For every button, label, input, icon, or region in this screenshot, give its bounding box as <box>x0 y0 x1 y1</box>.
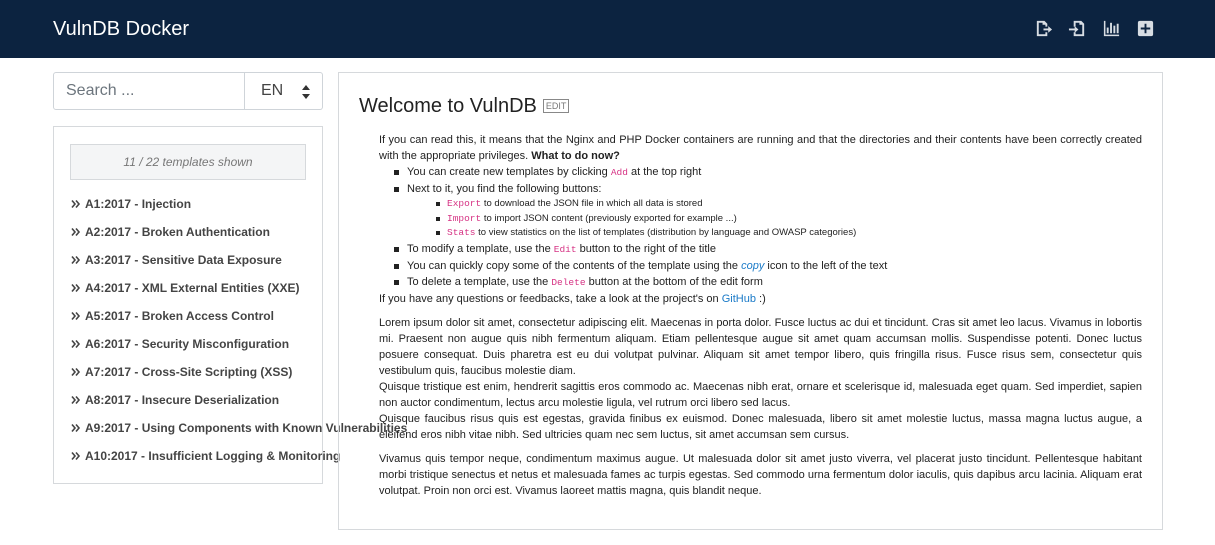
template-count: 11 / 22 templates shown <box>70 144 306 180</box>
search-input[interactable] <box>53 72 245 110</box>
double-chevron-right-icon <box>71 451 81 461</box>
questions-paragraph: If you have any questions or feedbacks, take a look at the project's on GitHub :) <box>379 292 766 305</box>
sidebar-item-a2[interactable] <box>54 218 322 246</box>
brand-title[interactable]: VulnDB Docker <box>53 18 189 40</box>
double-chevron-right-icon <box>71 339 81 349</box>
sidebar-item-label: A2:2017 - Broken Authentication <box>85 225 270 239</box>
sidebar-item-a6[interactable] <box>54 330 322 358</box>
sidebar-item-a5[interactable] <box>54 302 322 330</box>
list-item: Export to download the JSON file in which all data is stored <box>447 197 1142 212</box>
sidebar-item-label: A9:2017 - Using Components with Known Vulnerabilities <box>85 421 408 435</box>
navbar <box>0 0 1215 58</box>
instructions-list <box>379 164 1142 291</box>
double-chevron-right-icon <box>71 255 81 265</box>
lorem-paragraph-3: Quisque faucibus risus quis est egestas, gravida finibus ex euismod. Donec malesuada, libero sit amet molestie luctus, massa magna luctus augue, a eleifend eros nibh vitae nibh. Sed ultricies quam nec sem luctus, sit amet accumsan sem cursus. <box>379 412 1142 441</box>
sidebar-item-label: A8:2017 - Insecure Deserialization <box>85 393 280 407</box>
sidebar-item-a10[interactable] <box>54 442 341 470</box>
select-arrows-icon <box>302 85 310 99</box>
sidebar-item-a3[interactable] <box>54 246 322 274</box>
sidebar <box>53 126 408 484</box>
list-item: Next to it, you find the following buttons: Export to download the JSON file in which all data is stored Import to import JSON content (previously exported for example ...) Stats to view statistics on the list of templates (distribution by language and OWASP categories) <box>407 181 1142 241</box>
title-row <box>359 93 1142 119</box>
page-title: Welcome to VulnDB <box>359 94 537 117</box>
language-select[interactable] <box>245 72 323 110</box>
list-item: To delete a template, use the Delete button at the bottom of the edit form <box>407 274 1142 291</box>
list-item: Import to import JSON content (previously exported for example ...) <box>447 212 1142 227</box>
buttons-sublist <box>407 197 1142 241</box>
double-chevron-right-icon <box>71 423 81 433</box>
search-group <box>53 72 323 110</box>
sidebar-item-label: A4:2017 - XML External Entities (XXE) <box>85 281 300 295</box>
edit-button[interactable]: EDIT <box>543 99 570 113</box>
lorem-paragraph-4: Vivamus quis tempor neque, condimentum maximus augue. Ut malesuada dolor sit amet justo viverra, vel placerat justo tincidunt. Pellentesque habitant morbi tristique senectus et netus et malesuada fames ac turpis egestas. Sed commodo urna fermentum dolor iaculis, quis dapibus arcu lacinia. Aliquam erat volutpat. Proin non orci est. Vivamus laoreet mattis magna, quis blandit neque. <box>379 452 1142 497</box>
navbar-actions <box>1034 19 1155 38</box>
sidebar-item-label: A3:2017 - Sensitive Data Exposure <box>85 253 282 267</box>
sidebar-item-a1[interactable] <box>54 190 322 218</box>
double-chevron-right-icon <box>71 395 81 405</box>
sidebar-item-label: A6:2017 - Security Misconfiguration <box>85 337 290 351</box>
intro-paragraph: If you can read this, it means that the Nginx and PHP Docker containers are running and that the directories and their contents have been correctly created with the appropriate privileges. What to do now? <box>379 134 1142 162</box>
sidebar-item-label: A5:2017 - Broken Access Control <box>85 309 274 323</box>
sidebar-item-a8[interactable] <box>54 386 322 414</box>
github-link[interactable]: GitHub <box>721 292 756 305</box>
import-icon[interactable] <box>1068 19 1087 38</box>
double-chevron-right-icon <box>71 283 81 293</box>
double-chevron-right-icon <box>71 367 81 377</box>
template-list <box>54 190 408 470</box>
sidebar-item-label: A1:2017 - Injection <box>85 197 192 211</box>
template-body <box>359 132 1142 499</box>
double-chevron-right-icon <box>71 311 81 321</box>
double-chevron-right-icon <box>71 199 81 209</box>
sidebar-item-a9[interactable] <box>54 414 408 442</box>
double-chevron-right-icon <box>71 227 81 237</box>
copy-link[interactable]: copy <box>741 259 765 272</box>
list-item: You can quickly copy some of the contents of the template using the copy icon to the left of the text <box>407 258 1142 274</box>
lorem-paragraph-2: Quisque tristique est enim, hendrerit sagittis eros commodo ac. Maecenas nibh erat, ornare et scelerisque id, malesuada eget quam. Sed imperdiet, sapien non auctor condimentum, lectus arcu molestie ligula, vel rutrum orci libero sed lacus. <box>379 380 1142 409</box>
list-item: You can create new templates by clicking Add at the top right <box>407 164 1142 181</box>
lorem-paragraph-1: Lorem ipsum dolor sit amet, consectetur adipiscing elit. Maecenas in porta dolor. Fusce luctus ac dui et tincidunt. Cras sit amet leo lacus. Vivamus in lobortis mi. Praesent non augue quis nibh fermentum aliquam. Etiam pellentesque augue sit amet quam accumsan mollis. Suspendisse potenti. Donec luctus posuere consequat. Duis pharetra est eu dui volutpat pulvinar. Aliquam sit amet tempor libero, quis fringilla risus. Fusce risus sem, consectetur quis vestibulum quis, faucibus molestie diam. <box>379 316 1142 377</box>
sidebar-item-label: A7:2017 - Cross-Site Scripting (XSS) <box>85 365 293 379</box>
stats-icon[interactable] <box>1102 19 1121 38</box>
list-item: Stats to view statistics on the list of templates (distribution by language and OWASP categories) <box>447 226 1142 241</box>
main-content <box>338 72 1163 530</box>
sidebar-item-a4[interactable] <box>54 274 322 302</box>
sidebar-item-a7[interactable] <box>54 358 322 386</box>
language-select-value: EN <box>261 82 284 99</box>
export-icon[interactable] <box>1034 19 1053 38</box>
sidebar-item-label: A10:2017 - Insufficient Logging & Monitoring <box>85 449 341 463</box>
add-icon[interactable] <box>1136 19 1155 38</box>
list-item: To modify a template, use the Edit button to the right of the title <box>407 241 1142 258</box>
